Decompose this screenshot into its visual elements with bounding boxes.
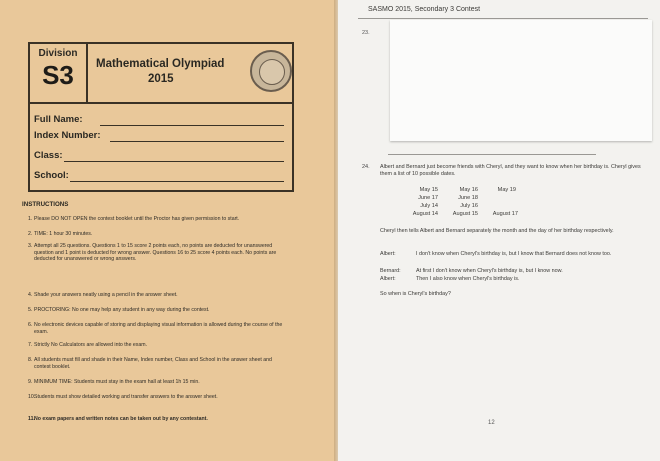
contest-title: Mathematical Olympiad <box>96 58 225 70</box>
school-field: School: <box>34 170 290 186</box>
instruction-item: 6. No electronic devices capable of storing and displaying visual information is allowed during the course of the exam. <box>28 322 283 335</box>
question-24-told: Cheryl then tells Albert and Bernard separately the month and the day of her birthday respectively. <box>380 228 614 234</box>
title-cell <box>88 44 292 102</box>
instruction-item: 5. PROCTORING: No one may help any student in any way during the contest. <box>28 307 210 313</box>
organization-seal-icon <box>250 50 292 92</box>
full-name-field: Full Name: <box>34 114 290 130</box>
division-label: Division <box>38 48 78 59</box>
dialogue-speaker: Albert: <box>380 251 396 257</box>
contest-year: 2015 <box>148 73 174 85</box>
instructions-heading: INSTRUCTIONS <box>22 201 69 208</box>
division-code: S3 <box>42 60 74 90</box>
instruction-item: 11. No exam papers and written notes can be taken out by any contestant. <box>28 416 208 422</box>
right-page-questions <box>338 0 660 461</box>
instruction-item: 3. Attempt all 25 questions. Questions 1 to 15 score 2 points each, no points are deducted for unanswered question and 1 point is deducted for wrong answer. Questions 16 to 25 score 4 points each. No points are deducted for unanswered or wrong answers. <box>28 243 277 263</box>
instruction-item: 7. Strictly No Calculators are allowed into the exam. <box>28 342 148 348</box>
dates-row: May 15 May 16 May 19 <box>419 187 516 193</box>
dates-row: June 17 June 18 <box>418 195 478 201</box>
dialogue-line: At first I don't know when Cheryl's birthday is, but I know now. <box>416 268 563 274</box>
header-box <box>28 42 294 192</box>
dialogue-speaker: Bernard: <box>380 268 401 274</box>
header-top-row <box>30 44 292 104</box>
header-divider <box>358 18 648 19</box>
dialogue-line: Then I also know when Cheryl's birthday is. <box>416 276 520 282</box>
dialogue-line: I don't know when Cheryl's birthday is, but I know that Bernard does not know too. <box>416 251 612 257</box>
instruction-item: 10. Students must show detailed working and transfer answers to the answer sheet. <box>28 394 218 400</box>
dialogue-speaker: Albert: <box>380 276 396 282</box>
index-number-field: Index Number: <box>34 130 290 146</box>
dates-row: August 14 August 15 August 17 <box>412 211 518 217</box>
question-23-number: 23. <box>362 30 370 36</box>
covering-paper <box>390 20 652 141</box>
page-number: 12 <box>488 420 495 426</box>
instruction-item: 4. Shade your answers neatly using a pencil in the answer sheet. <box>28 292 178 298</box>
instruction-item: 8. All students must fill and shade in their Name, Index number, Class and School in the answer sheet and contest booklet. <box>28 357 272 370</box>
instruction-item: 9. MINIMUM TIME: Students must stay in the exam hall at least 1h 15 min. <box>28 379 200 385</box>
class-field: Class: <box>34 150 290 166</box>
dates-row: July 14 July 16 <box>420 203 478 209</box>
division-cell <box>30 44 88 102</box>
question-24-number: 24. <box>362 164 370 170</box>
dates-list <box>408 187 538 219</box>
instruction-item: 2. TIME: 1 hour 30 minutes. <box>28 231 93 237</box>
question-24-prompt: So when is Cheryl's birthday? <box>380 291 451 297</box>
question-divider <box>388 154 596 155</box>
question-24-intro: Albert and Bernard just become friends with Cheryl, and they want to know when her birthday is. Cheryl gives them a list of 10 possible dates. <box>380 164 641 177</box>
instruction-item: 1. Please DO NOT OPEN the contest booklet until the Proctor has given permission to start. <box>28 216 240 222</box>
page-header: SASMO 2015, Secondary 3 Contest <box>368 6 481 13</box>
